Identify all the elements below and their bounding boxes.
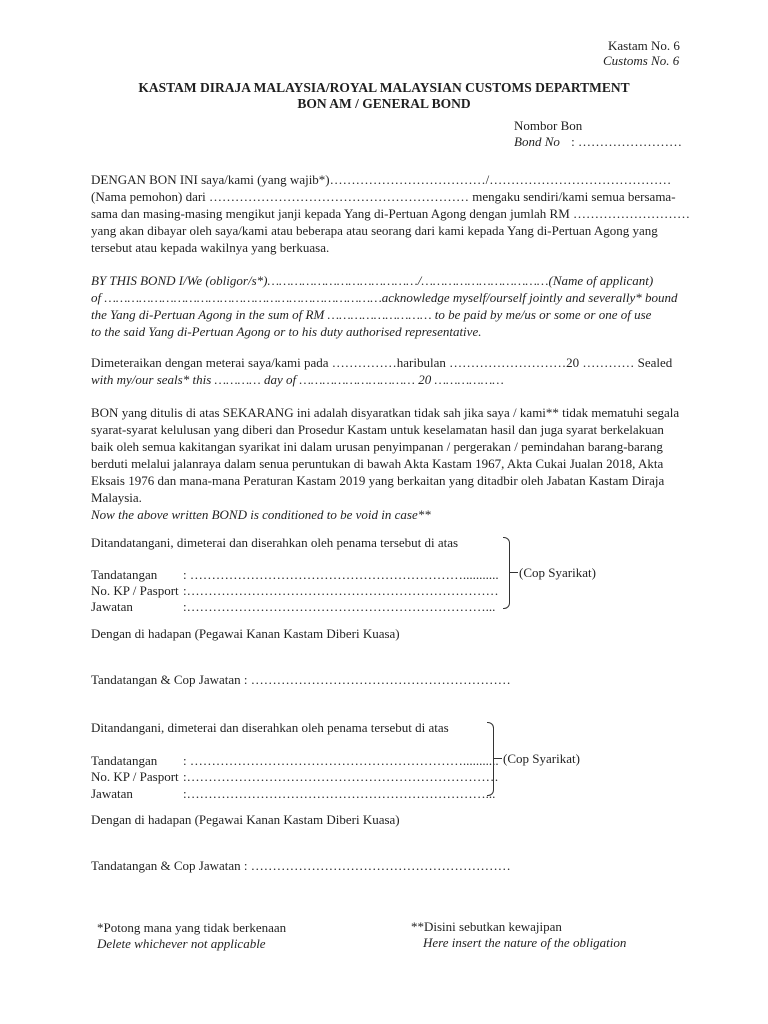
ic-passport-label: No. KP / Pasport: [91, 769, 179, 784]
paragraph-line: Malaysia.: [91, 490, 142, 505]
signature-label: Tandatangan: [91, 567, 158, 582]
bond-number-label-english: Bond No: [514, 134, 560, 149]
document-subtitle: BON AM / GENERAL BOND: [297, 96, 471, 111]
witness-label: Dengan di hadapan (Pegawai Kanan Kastam Diberi Kuasa): [91, 812, 400, 827]
paragraph-line: of ………………………………………………………………acknowledge myself/ourself jointly and severally* bound: [91, 290, 678, 305]
paragraph-line: BY THIS BOND I/We (obligor/s*)…………………………………/……………………………(Name of applicant): [91, 273, 654, 288]
position-field[interactable]: :……………………………………………………………...: [183, 786, 496, 801]
bond-declaration-english: [91, 272, 677, 340]
paragraph-line: Dimeteraikan dengan meterai saya/kami pada ……………haribulan ………………………20 ………… Sealed: [91, 355, 673, 370]
paragraph-line: sama dan masing-masing mengikut janji kepada Yang di-Pertuan Agong dengan jumlah RM ………………………: [91, 206, 691, 221]
bracket-tick-icon: [494, 758, 502, 759]
paragraph-line: baik oleh semua kakitangan syarikat ini dalam urusan penyimpanan / pergerakan / pemindahan barang-barang: [91, 439, 663, 454]
position-field[interactable]: :……………………………………………………………...: [183, 599, 496, 614]
bracket-icon: [503, 537, 510, 609]
position-label: Jawatan: [91, 599, 133, 614]
paragraph-line: berduti melalui jalanraya dalam senua peruntukan di bawah Akta Kastam 1967, Akta Cukai Jualan 2018, Akta: [91, 456, 664, 471]
paragraph-line: tersebut atau kepada wakilnya yang berkuasa.: [91, 240, 330, 255]
bond-number-label-malay: Nombor Bon: [514, 118, 583, 133]
sealed-statement: [91, 354, 672, 388]
paragraph-line: yang akan dibayar oleh saya/kami atau beberapa atau seorang dari kami kepada Yang di-Pertuan Agong yang: [91, 223, 658, 238]
signature-label: Tandatangan: [91, 753, 158, 768]
bond-conditions: [91, 404, 679, 523]
document-title: KASTAM DIRAJA MALAYSIA/ROYAL MALAYSIAN CUSTOMS DEPARTMENT: [138, 80, 630, 95]
bond-declaration-malay: [91, 171, 690, 256]
paragraph-line: BON yang ditulis di atas SEKARANG ini adalah disyaratkan tidak sah jika saya / kami** tidak mematuhi segala: [91, 405, 680, 420]
paragraph-line: syarat-syarat kelulusan yang diberi dan Prosedur Kastam untuk keselamatan hasil dan juga syarat berkelakuan: [91, 422, 664, 437]
ic-passport-label: No. KP / Pasport: [91, 583, 179, 598]
footnote-1-malay: *Potong mana yang tidak berkenaan: [97, 920, 287, 935]
paragraph-line: DENGAN BON INI saya/kami (yang wajib*)………………………………/……………………………………: [91, 172, 672, 187]
witness-signature-field[interactable]: Tandatangan & Cop Jawatan : ……………………………………………………: [91, 858, 511, 873]
bond-number-row: [514, 134, 682, 150]
bracket-icon: [487, 722, 494, 796]
signature-field[interactable]: : ………………………………………………………...........: [183, 753, 499, 768]
paragraph-line: the Yang di-Pertuan Agong in the sum of RM ……………………… to be paid by me/us or some or one of use: [91, 307, 652, 322]
footnote-2-malay: **Disini sebutkan kewajipan: [411, 919, 562, 934]
bond-number-field[interactable]: : ……………………: [571, 134, 682, 149]
form-number-malay: Kastam No. 6: [608, 38, 680, 53]
ic-passport-field[interactable]: :………………………………………………………………: [183, 583, 499, 598]
paragraph-line: Eksais 1976 dan mana-mana Peraturan Kastam 2019 yang berkaitan yang ditadbir oleh Jabatan Kastam Diraja: [91, 473, 665, 488]
footnote-2-english: Here insert the nature of the obligation: [423, 935, 627, 950]
signature-block-heading: Ditandatangani, dimeterai dan diserahkan oleh penama tersebut di atas: [91, 535, 459, 550]
witness-label: Dengan di hadapan (Pegawai Kanan Kastam Diberi Kuasa): [91, 626, 400, 641]
paragraph-line: with my/our seals* this ………… day of ………………………… 20 ………………: [91, 372, 504, 387]
company-stamp-label: (Cop Syarikat): [503, 751, 580, 766]
position-label: Jawatan: [91, 786, 133, 801]
signature-field[interactable]: : ………………………………………………………...........: [183, 567, 499, 582]
company-stamp-label: (Cop Syarikat): [519, 565, 596, 580]
signature-block-heading: Ditandangani, dimeterai dan diserahkan oleh penama tersebut di atas: [91, 720, 449, 735]
paragraph-line: (Nama pemohon) dari …………………………………………………… mengaku sendiri/kami semua bersama-: [91, 189, 676, 204]
bracket-tick-icon: [510, 572, 518, 573]
witness-signature-field[interactable]: Tandatangan & Cop Jawatan : ……………………………………………………: [91, 672, 511, 687]
footnote-1-english: Delete whichever not applicable: [97, 936, 266, 951]
ic-passport-field[interactable]: :………………………………………………………………: [183, 769, 499, 784]
paragraph-line: to the said Yang di-Pertuan Agong or to his duty authorised representative.: [91, 324, 482, 339]
conditions-english: Now the above written BOND is conditioned to be void in case**: [91, 507, 431, 522]
form-number-english: Customs No. 6: [603, 53, 680, 68]
